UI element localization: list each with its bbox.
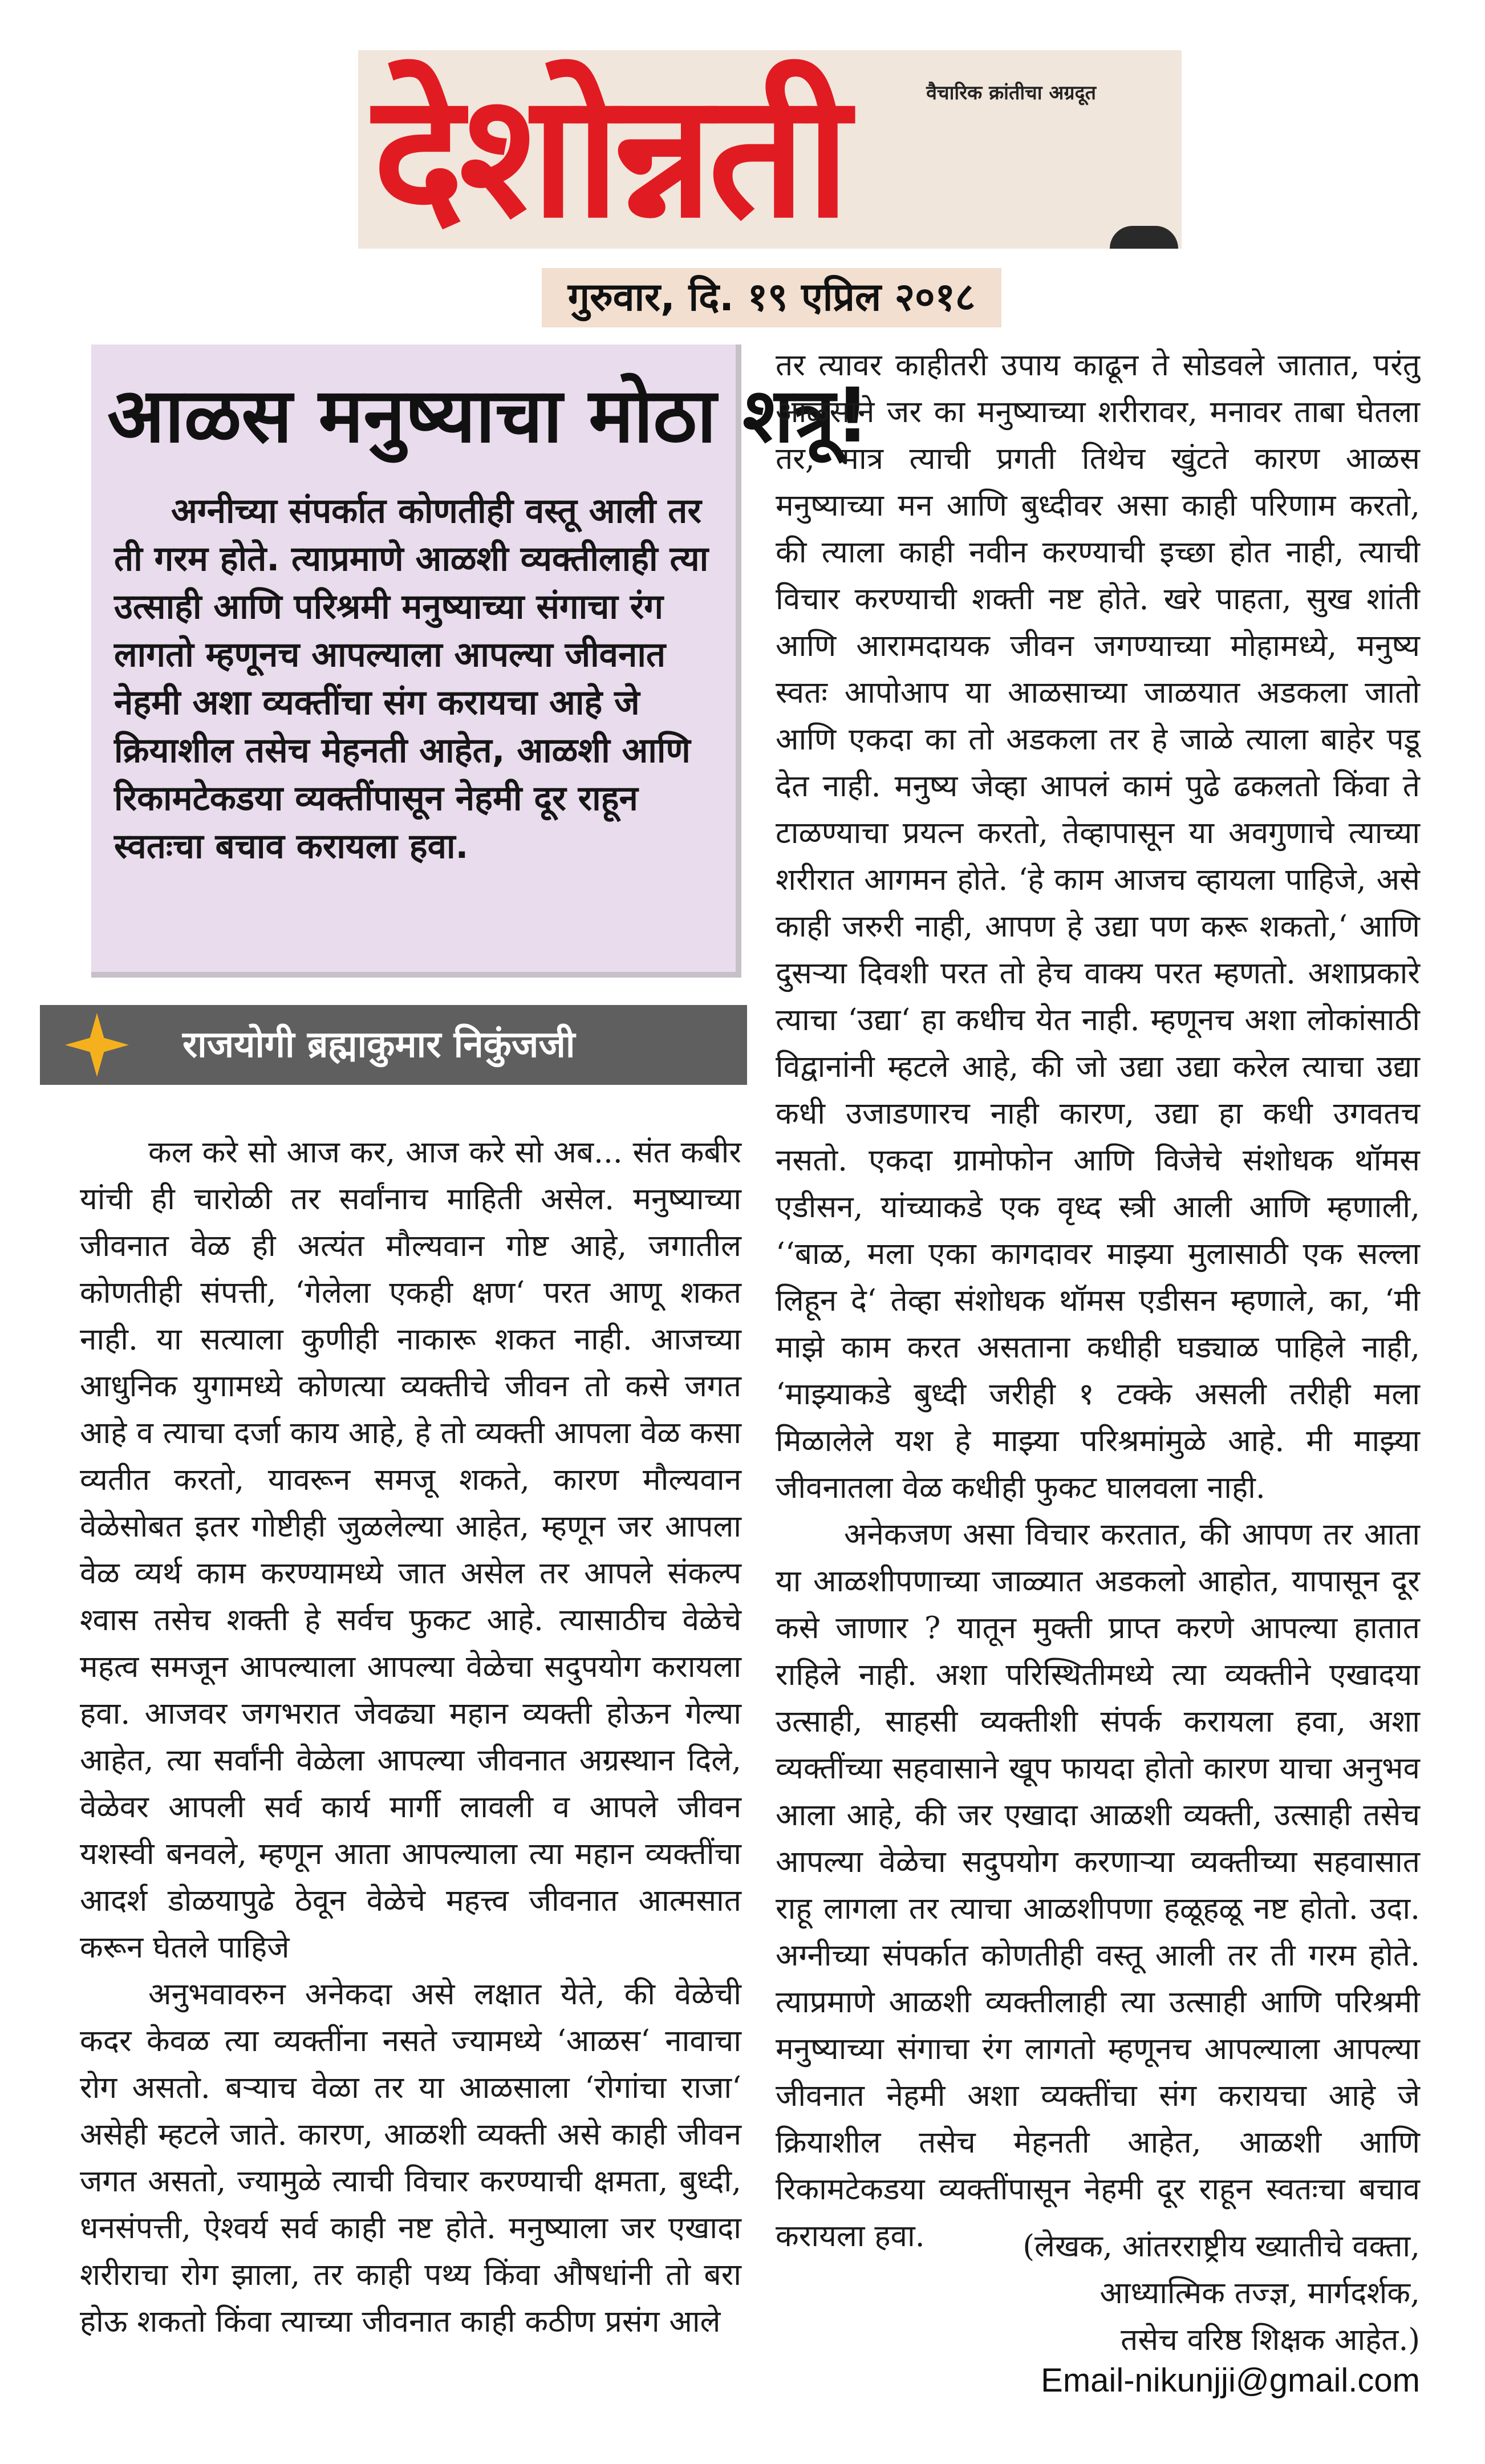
author-credit-line: (लेखक, आंतरराष्ट्रीय ख्यातीचे वक्ता, [1023, 2229, 1420, 2264]
author-byline: राजयोगी ब्रह्माकुमार निकुंजजी [182, 1024, 575, 1066]
masthead [358, 50, 1182, 256]
paragraph: कल करे सो आज कर, आज करे सो अब... संत कबीर यांची ही चारोळी तर सर्वांनाच माहिती असेल. मनुष्याच्या जीवनात वेळ ही अत्यंत मौल्यवान गोष्ट आहे, जगातील कोणतीही संपत्ती, ‘गेलेला एकही क्षण‘ परत आणू शकत नाही. या सत्याला कुणीही नाकारू शकत नाही. आजच्या आधुनिक युगामध्ये कोणत्या व्यक्तीचे जीवन तो कसे जगत आहे व त्याचा दर्जा काय आहे, हे तो व्यक्ती आपला वेळ कसा व्यतीत करतो, यावरून समजू शकते, कारण मौल्यवान वेळेसोबत इतर गोष्टीही जुळलेल्या आहेत, म्हणून जर आपला वेळ व्यर्थ काम करण्यामध्ये जात असेल तर आपले संकल्प श्वास तसेच शक्ती हे सर्वच फुकट आहे. त्यासाठीच वेळेचे महत्व समजून आपल्याला आपल्या वेळेचा सदुपयोग करायला हवा. आजवर जगभरात जेवढ्या महान व्यक्ती होऊन गेल्या आहेत, त्या सर्वांनी वेळेला आपल्या जीवनात अग्रस्थान दिले, वेळेवर आपली सर्व कार्य मार्गी लावली व आपले जीवन यशस्वी बनवले, म्हणून आता आपल्याला त्या महान व्यक्तींचा आदर्श डोळयापुढे ठेवून वेळेचे महत्त्व जीवनात आत्मसात करून घेतले पाहिजे [80, 1135, 741, 1965]
author-email: Email-nikunjji@gmail.com [1041, 2362, 1420, 2399]
article-lede: अग्नीच्या संपर्कात कोणतीही वस्तू आली तर ती गरम होते. त्याप्रमाणे आळशी व्यक्तीलाही त्या उत्साही आणि परिश्रमी मनुष्याच्या संगाचा रंग लागतो म्हणूनच आपल्याला आपल्या जीवनात नेहमी अशा व्यक्तींचा संग करायचा आहे जे क्रियाशील तसेच मेहनती आहेत, आळशी आणि रिकामटेकडया व्यक्तींपासून नेहमी दूर राहून स्वतःचा बचाव करायला हवा. [114, 491, 709, 866]
author-credit-line: तसेच वरिष्ठ शिक्षक आहेत.) [1121, 2323, 1420, 2357]
paragraph: तर त्यावर काहीतरी उपाय काढून ते सोडवले जातात, परंतु आळसाने जर का मनुष्याच्या शरीरावर, मनावर ताबा घेतला तर, मात्र त्याची प्रगती तिथेच खुंटते कारण आळस मनुष्याच्या मन आणि बुध्दीवर असा काही परिणाम करतो, की त्याला काही नवीन करण्याची इच्छा होत नाही, त्याची विचार करण्याची शक्ती नष्ट होते. खरे पाहता, सुख शांती आणि आरामदायक जीवन जगण्याच्या मोहामध्ये, मनुष्य स्वतः आपोआप या आळसाच्या जाळयात अडकला जातो आणि एकदा का तो अडकला तर हे जाळे त्याला बाहेर पडू देत नाही. मनुष्य जेव्हा आपलं कामं पुढे ढकलतो किंवा ते टाळण्याचा प्रयत्न करतो, तेव्हापासून या अवगुणाचे त्याच्या शरीरात आगमन होते. ‘हे काम आजच व्हायला पाहिजे, असे काही जरुरी नाही, आपण हे उद्या पण करू शकतो,‘ आणि दुसऱ्या दिवशी परत तो हेच वाक्य परत म्हणतो. अशाप्रकारे त्याचा ‘उद्या‘ हा कधीच येत नाही. म्हणूनच अशा लोकांसाठी विद्वानांनी म्हटले आहे, की जो उद्या उद्या करेल त्याचा उद्या कधी उजाडणारच नाही कारण, उद्या हा कधी उगवतच नसतो. एकदा ग्रामोफोन आणि विजेचे संशोधक थॉमस एडीसन, यांच्याकडे एक वृध्द स्त्री आली आणि म्हणाली, ‘‘बाळ, मला एका कागदावर माझ्या मुलासाठी एक सल्ला लिहून दे‘ तेव्हा संशोधक थॉमस एडीसन म्हणाले, का, ‘मी माझे काम करत असताना कधीही घड्याळ पाहिले नाही, ‘माझ्याकडे बुध्दी जरीही १ टक्के असली तरीही मला मिळालेले यश हे माझ्या परिश्रमांमुळे आहे. मी माझ्या जीवनातला वेळ कधीही फुकट घालवला नाही. [776, 348, 1420, 1505]
left-column [80, 1129, 741, 2447]
four-point-star-icon [65, 1013, 129, 1077]
author-credit-line: आध्यात्मिक तज्ज्ञ, मार्गदर्शक, [1099, 2276, 1420, 2311]
newspaper-logo: देशोन्नती [373, 56, 846, 256]
dateline: गुरुवार, दि. १९ एप्रिल २०१८ [542, 268, 1001, 327]
author-credit [890, 2223, 1420, 2364]
paragraph: अनुभवावरुन अनेकदा असे लक्षात येते, की वेळेची कदर केवळ त्या व्यक्तींना नसते ज्यामध्ये ‘आळस‘ नावाचा रोग असतो. बऱ्याच वेळा तर या आळसाला ‘रोगांचा राजा‘ असेही म्हटले जाते. कारण, आळशी व्यक्ती असे काही जीवन जगत असतो, ज्यामुळे त्याची विचार करण्याची क्षमता, बुध्दी, धनसंपत्ती, ऐश्वर्य सर्व काही नष्ट होते. मनुष्याला जर एखादा शरीराचा रोग झाला, तर काही पथ्य किंवा औषधांनी तो बरा होऊ शकतो किंवा त्याच्या जीवनात काही कठीण प्रसंग आले [80, 1977, 741, 2339]
masthead-tagline: वैचारिक क्रांतीचा अग्रदूत [926, 82, 1096, 104]
summary-box [91, 345, 870, 978]
byline-bar [40, 1005, 747, 1085]
paragraph: अनेकजण असा विचार करतात, की आपण तर आता या आळशीपणाच्या जाळ्यात अडकलो आहोत, यापासून दूर कसे जाणार ? यातून मुक्ती प्राप्त करणे आपल्या हातात राहिले नाही. अशा परिस्थितीमध्ये त्या व्यक्तीने एखादया उत्साही, साहसी व्यक्तीशी संपर्क करायला हवा, अशा व्यक्तींच्या सहवासाने खूप फायदा होतो कारण याचा अनुभव आला आहे, की जर एखादा आळशी व्यक्ती, उत्साही तसेच आपल्या वेळेचा सदुपयोग करणाऱ्या व्यक्तीच्या सहवासात राहू लागला तर त्याचा आळशीपणा हळूहळू नष्ट होतो. उदा. अग्नीच्या संपर्कात कोणतीही वस्तू आली तर ती गरम होते. त्याप्रमाणे आळशी व्यक्तीलाही त्या उत्साही आणि परिश्रमी मनुष्याच्या संगाचा रंग लागतो म्हणूनच आपल्याला आपल्या जीवनात नेहमी अशा व्यक्तींचा संग करायचा आहे जे क्रियाशील तसेच मेहनती आहेत, आळशी आणि रिकामटेकडया व्यक्तींपासून नेहमी दूर राहून स्वतःचा बचाव करायला हवा. [776, 1517, 1420, 2254]
masthead-photo [1110, 226, 1178, 249]
article-headline: आळस मनुष्याचा मोठा शत्रू! [107, 372, 870, 460]
